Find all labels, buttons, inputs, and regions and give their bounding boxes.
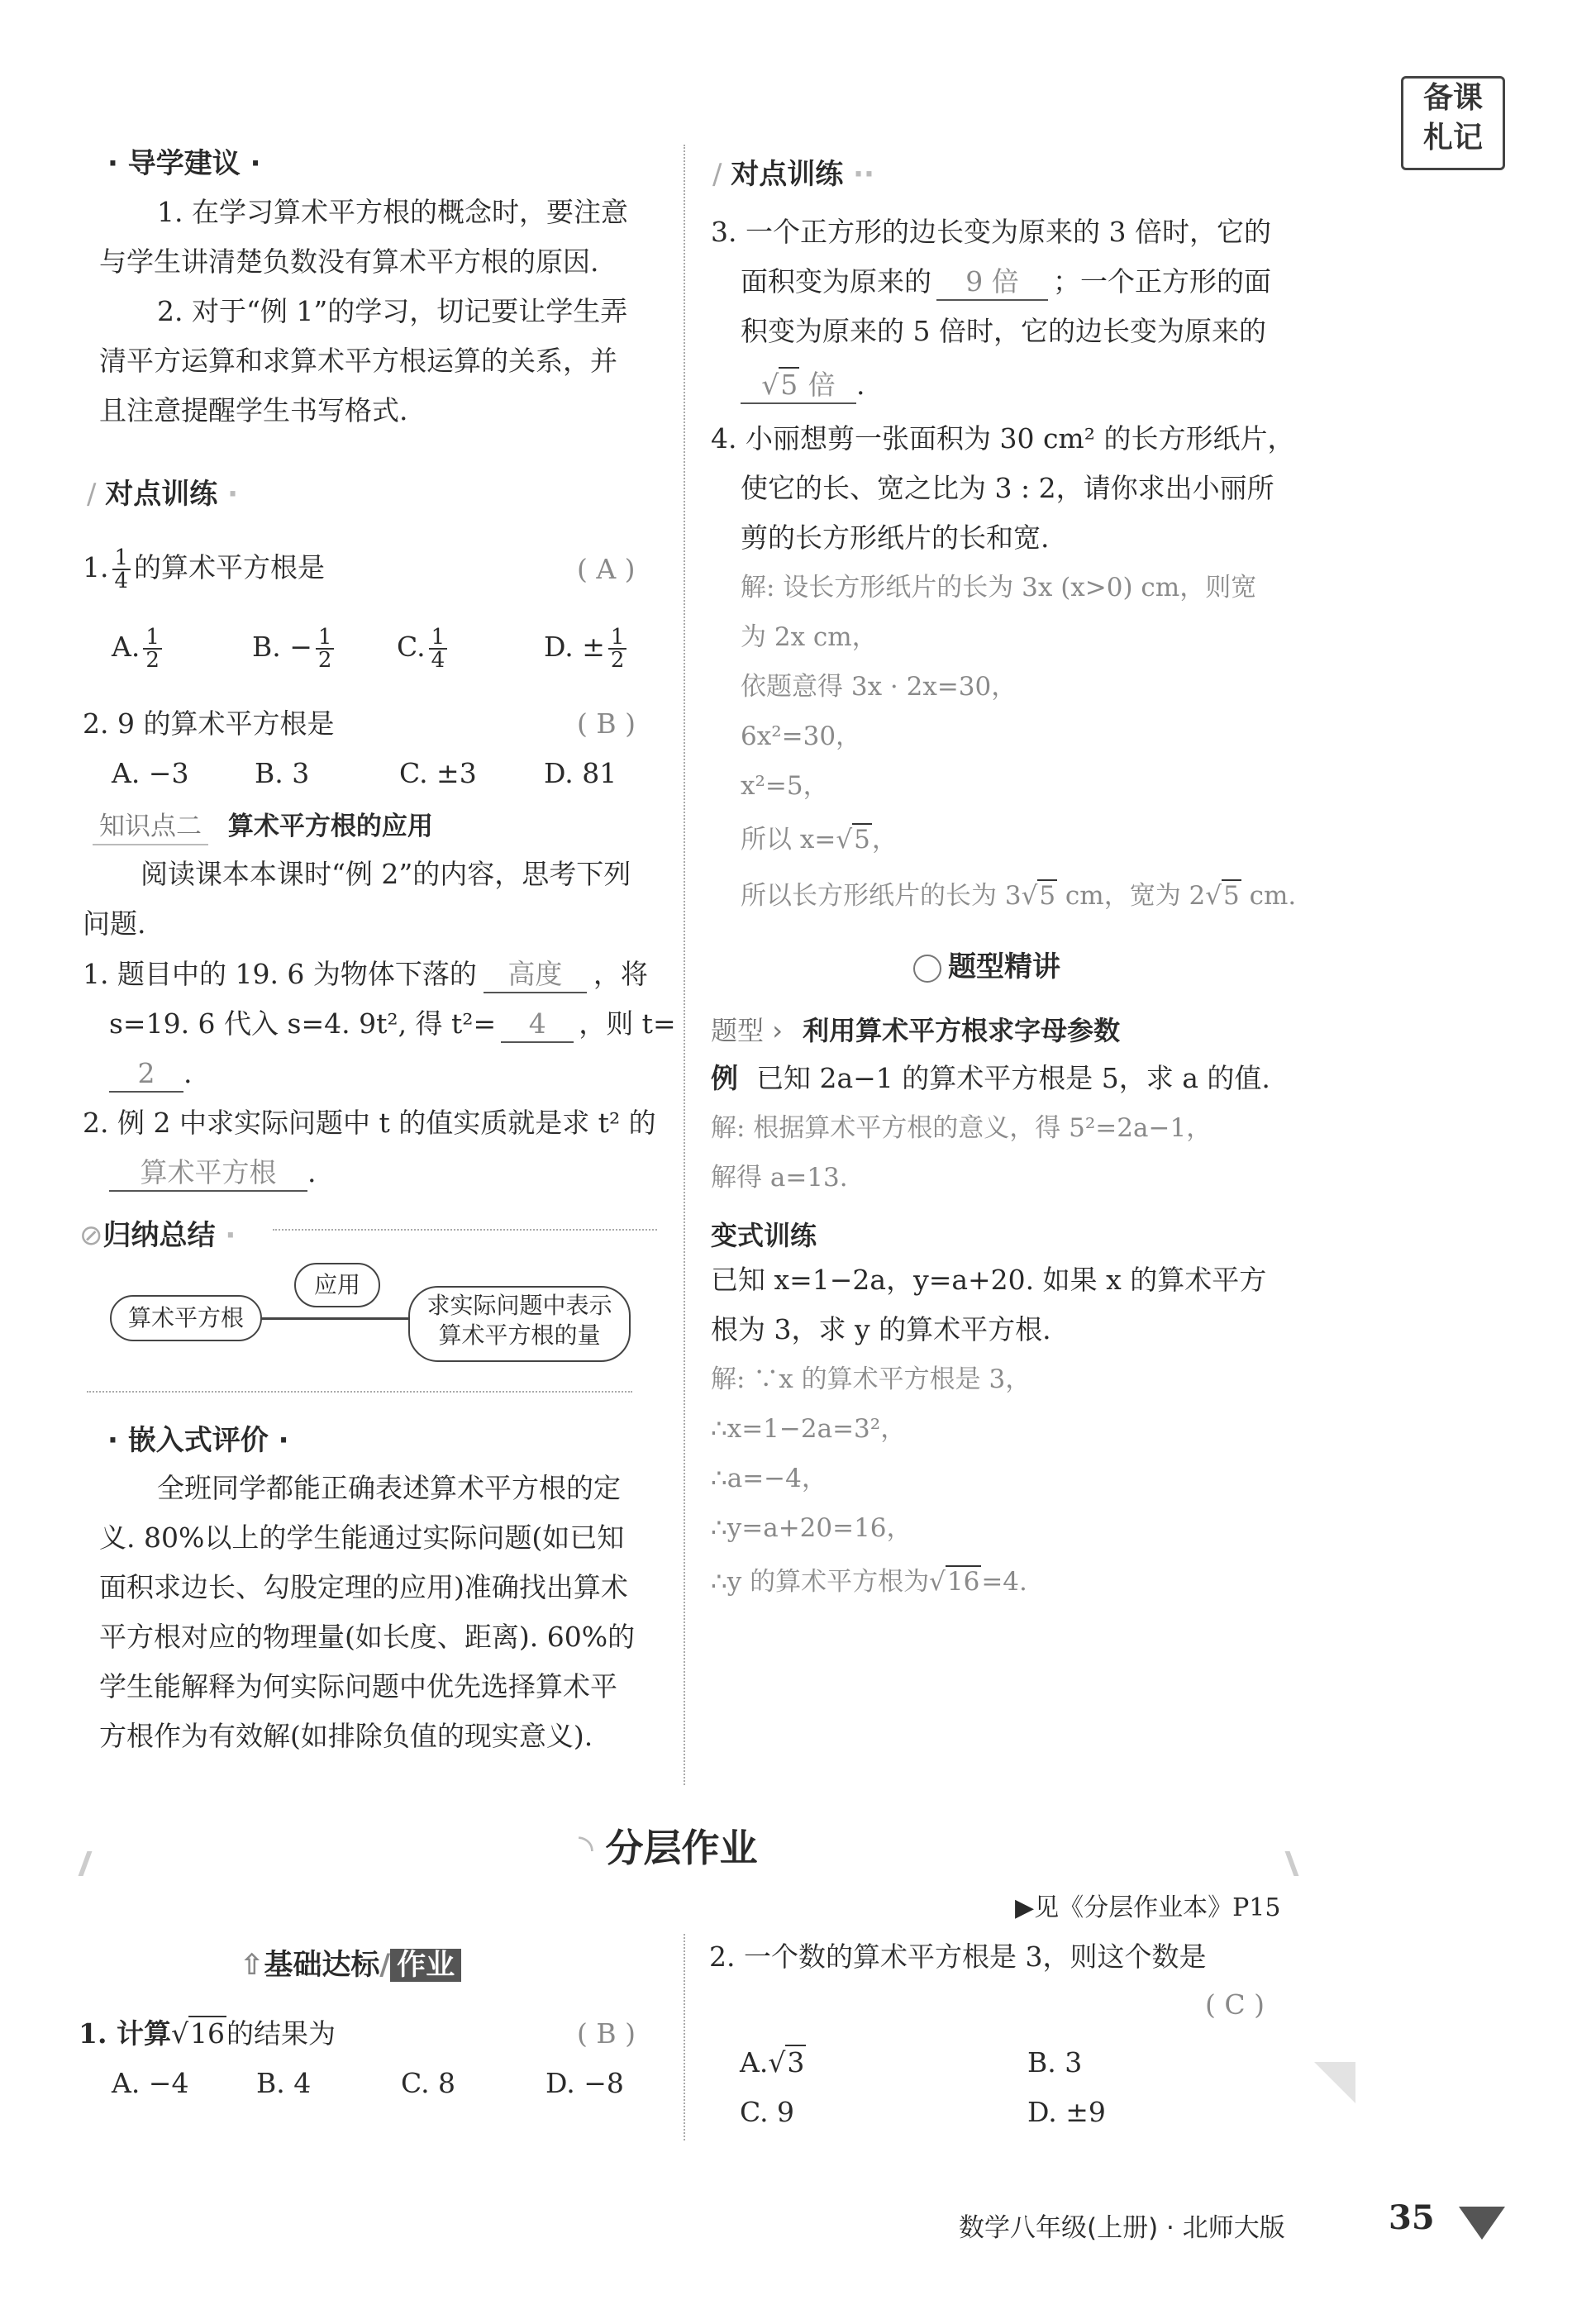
q3-line4 (741, 368, 865, 404)
b2-answer: ( C ) (1205, 1988, 1265, 2021)
variant-sol-5a: ∴y 的算术平方根为 (711, 1567, 930, 1597)
summary-title (79, 1212, 236, 1253)
example-sol-2: 解得 a=13. (711, 1163, 848, 1193)
basic-header (240, 1942, 461, 1983)
q1-answer: ( A ) (577, 553, 636, 585)
q3-line1: 3. 一个正方形的边长变为原来的 3 倍时，它的 (711, 216, 1271, 248)
variant-line2: 根为 3，求 y 的算术平方根. (711, 1313, 1051, 1345)
variant-sol-5-sqrt: 16 (946, 1567, 980, 1597)
p1-b: s=19. 6 代入 s=4. 9t², 得 t²= (109, 1007, 497, 1040)
guide-p1a: 1. 在学习算术平方根的概念时，要注意 (157, 196, 628, 228)
eval-line5: 学生能解释为何实际问题中优先选择算术平 (99, 1670, 617, 1702)
pencil-icon: ⊘ (79, 1219, 103, 1252)
b2-option-a: A.√3 (740, 2046, 805, 2079)
p1-c2: . (183, 1057, 193, 1089)
frac-den: 2 (145, 648, 160, 673)
variant-line1: 已知 x=1−2a，y=a+20. 如果 x 的算术平方 (711, 1264, 1267, 1296)
p1-a2: ，将 (593, 958, 648, 990)
q3-blank-area: 9 倍 (936, 264, 1048, 301)
q1-option-d-label: D. ± (544, 631, 605, 663)
q3-blank-unit: 倍 (799, 369, 836, 401)
eval-line1: 全班同学都能正确表述算术平方根的定 (157, 1472, 621, 1504)
book-icon (913, 955, 941, 983)
p2-line2 (109, 1155, 317, 1192)
q4-sol-7c: cm，宽为 2 (1057, 881, 1206, 911)
notes-stamp (1401, 76, 1505, 170)
q1-row (83, 547, 325, 592)
q1-option-a-frac (143, 626, 162, 671)
up-arrow-icon: ⇧ (240, 1949, 264, 1982)
guide-p1b: 与学生讲清楚负数没有算术平方根的原因. (99, 245, 599, 278)
summary-bottom-rule (87, 1391, 632, 1393)
p1-line3 (109, 1056, 193, 1093)
q4-sol-7-sqrt2: 5 (1223, 881, 1240, 911)
guide-p2a: 2. 对于“例 1”的学习，切记要让学生弄 (157, 295, 628, 327)
kp2-title: 算术平方根的应用 (227, 812, 433, 841)
p1-blank-t2: 4 (501, 1007, 574, 1043)
section-rule-left (79, 1851, 117, 1876)
p1-line2 (109, 1007, 676, 1043)
q2-option-d: D. 81 (544, 757, 617, 789)
q1-prefix: 1. (83, 551, 109, 583)
frac-num: 1 (143, 626, 162, 650)
q4-sol-6-sqrt: 5 (854, 825, 870, 855)
drill-title-left (87, 471, 238, 512)
variant-sol-1: 解: ∵x 的算术平方根是 3， (711, 1364, 1031, 1394)
b1-option-d: D. −8 (545, 2067, 624, 2099)
read-a: 阅读课本本课时“例 2”的内容，思考下列 (141, 858, 631, 890)
frac-den: 4 (431, 648, 445, 673)
p2-blank: 算术平方根 (109, 1155, 307, 1192)
b2-option-a-sqrt: 3 (787, 2046, 805, 2079)
b2-option-b: B. 3 (1027, 2046, 1083, 2079)
b2-option-a-label: A. (740, 2046, 769, 2079)
q4-sol-7-sqrt1: 5 (1039, 881, 1056, 911)
q3-end: . (856, 369, 865, 401)
q1-option-c (397, 626, 450, 671)
variant-sol-4: ∴y=a+20=16， (711, 1513, 912, 1543)
summary-top-rule (273, 1229, 657, 1231)
q1-option-c-frac (429, 626, 448, 671)
drill-title-right-text: 对点训练 (731, 158, 844, 191)
q4-sol-7e: cm. (1241, 881, 1297, 911)
p1-line1 (83, 957, 648, 993)
variant-sol-3: ∴a=−4， (711, 1464, 827, 1493)
eval-line2: 义. 80%以上的学生能通过实际问题(如已知 (99, 1521, 625, 1554)
q2-option-a: A. −3 (112, 757, 189, 789)
q3-line3: 积变为原来的 5 倍时，它的边长变为原来的 (741, 315, 1266, 347)
footer-book-title: 数学八年级(上册) · 北师大版 (959, 2213, 1285, 2243)
q1-option-d-frac (608, 626, 627, 671)
section-title-text: 分层作业 (605, 1826, 758, 1870)
variant-sol-5: ∴y 的算术平方根为√16=4. (711, 1567, 1027, 1597)
summary-title-text: 归纳总结 (102, 1219, 216, 1252)
q1-num: 1 (112, 547, 131, 570)
b1-option-a: A. −4 (112, 2067, 189, 2099)
q1-options (112, 626, 690, 684)
eval-line3: 面积求边长、勾股定理的应用)准确找出算术 (99, 1571, 628, 1603)
b1-line: 1. 计算√16的结果为 (79, 2017, 336, 2050)
guide-title: · 导学建议 · (107, 147, 261, 180)
example-text: 已知 2a−1 的算术平方根是 5，求 a 的值. (756, 1062, 1270, 1094)
basic-tag: 作业 (390, 1949, 461, 1982)
pencil-icon: ∕ (712, 158, 731, 191)
example-label: 例 (711, 1062, 738, 1094)
swirl-icon: ◝ (579, 1826, 606, 1870)
example-sol-1: 解: 根据算术平方根的意义，得 5²=2a−1， (711, 1113, 1212, 1143)
q4-sol-3: 依题意得 3x · 2x=30， (741, 672, 1017, 702)
q3-blank-sqrt: 5 (780, 369, 798, 401)
stamp-line1: 备课 (1422, 81, 1483, 115)
q3-blank-side: √5 倍 (741, 368, 856, 404)
drill-title-right (712, 151, 874, 192)
q1-den: 4 (114, 569, 129, 593)
p2-end: . (307, 1156, 317, 1188)
guide-p2b: 清平方运算和求算术平方根运算的关系，并 (99, 345, 617, 377)
node-arith-sqrt: 算术平方根 (110, 1295, 262, 1341)
pencil-icon: ∕ (87, 478, 106, 511)
frac-num: 1 (316, 626, 335, 650)
q2-answer: ( B ) (577, 707, 636, 740)
q3-b2: ；一个正方形的面 (1053, 265, 1271, 298)
node-application: 应用 (294, 1263, 380, 1307)
column-divider (684, 145, 685, 1785)
q4-sol-6c: ， (871, 825, 898, 855)
variant-sol-2: ∴x=1−2a=3²， (711, 1414, 907, 1444)
chevron-right-icon: › (764, 1015, 792, 1046)
q1-option-a-label: A. (112, 631, 141, 663)
basic-title: 基础达标 (264, 1949, 380, 1982)
q1-option-d (544, 626, 630, 671)
b1-answer: ( B ) (577, 2017, 636, 2050)
node-right-line1: 求实际问题中表示 (426, 1292, 612, 1319)
b1-a: 1. 计算 (79, 2017, 171, 2050)
q4-sol-4: 6x²=30， (741, 721, 862, 751)
q4-line3: 剪的长方形纸片的长和宽. (741, 521, 1050, 554)
q3-line2 (741, 264, 1271, 301)
frac-num: 1 (608, 626, 627, 650)
b2-option-c: C. 9 (740, 2096, 795, 2128)
q1-option-c-label: C. (397, 631, 426, 663)
guide-p2c: 且注意提醒学生书写格式. (99, 394, 408, 426)
stamp-line2: 札记 (1422, 121, 1483, 155)
node-real-quantity (408, 1286, 631, 1362)
b2-option-d: D. ±9 (1027, 2096, 1106, 2128)
q4-sol-2: 为 2x cm， (741, 622, 878, 652)
q4-sol-6a: 所以 x= (741, 825, 836, 855)
eval-line4: 平方根对应的物理量(如长度、距离). 60%的 (99, 1621, 636, 1653)
q4-sol-6: 所以 x=√5， (741, 825, 898, 855)
connector-line (260, 1317, 409, 1320)
drill-title-left-text: 对点训练 (105, 478, 218, 511)
q2-text: 2. 9 的算术平方根是 (83, 707, 335, 740)
example-line (711, 1061, 1270, 1096)
q1-text: 的算术平方根是 (134, 551, 326, 583)
b1-option-b: B. 4 (256, 2067, 312, 2099)
p2-line1: 2. 例 2 中求实际问题中 t 的值实质就是求 t² 的 (83, 1107, 656, 1139)
b1-sqrt: 16 (189, 2017, 225, 2050)
kp2-header (93, 803, 433, 845)
p1-blank-height: 高度 (484, 957, 587, 993)
kp2-label: 知识点二 (93, 803, 208, 845)
corner-arrow-icon (1459, 2207, 1505, 2240)
q4-line2: 使它的长、宽之比为 3 : 2，请你求出小丽所 (741, 472, 1274, 504)
slash-icon: / (379, 1949, 391, 1982)
eval-title: · 嵌入式评价 · (107, 1424, 289, 1457)
q1-option-b (252, 626, 337, 671)
p1-a: 1. 题目中的 19. 6 为物体下落的 (83, 958, 477, 990)
node-right-line2: 算术平方根的量 (438, 1321, 601, 1349)
q1-option-b-frac (316, 626, 335, 671)
types-title (913, 944, 1060, 984)
type-title: 利用算术平方根求字母参数 (803, 1015, 1121, 1046)
p1-b2: ，则 t= (579, 1007, 676, 1040)
q1-fraction (112, 547, 131, 592)
bottom-column-divider (684, 1934, 685, 2140)
type-label: 题型 (711, 1015, 765, 1046)
variant-title: 变式训练 (711, 1220, 817, 1251)
b2-text: 2. 一个数的算术平方根是 3，则这个数是 (709, 1940, 1207, 1973)
frac-den: 2 (610, 648, 625, 673)
b1-option-c: C. 8 (401, 2067, 456, 2099)
frac-den: 2 (317, 648, 332, 673)
eval-line6: 方根作为有效解(如排除负值的现实意义). (99, 1720, 593, 1752)
read-b: 问题. (83, 907, 146, 940)
b1-b: 的结果为 (226, 2017, 336, 2050)
corner-triangle (1314, 2062, 1355, 2103)
section-rule-right (1260, 1851, 1299, 1876)
q4-sol-7a: 所以长方形纸片的长为 3 (741, 881, 1022, 911)
q1-option-a (112, 626, 165, 671)
section-title (579, 1818, 757, 1873)
dots-icon: · (215, 1219, 236, 1252)
dots-icon: · (217, 478, 239, 511)
q2-option-c: C. ±3 (399, 757, 477, 789)
p1-blank-t: 2 (109, 1056, 183, 1093)
q4-sol-1: 解: 设长方形纸片的长为 3x (x>0) cm，则宽 (741, 573, 1257, 602)
frac-num: 1 (429, 626, 448, 650)
q4-line1: 4. 小丽想剪一张面积为 30 cm² 的长方形纸片， (711, 422, 1295, 455)
q2-option-b: B. 3 (255, 757, 310, 789)
page-number: 35 (1389, 2198, 1435, 2237)
q3-b1: 面积变为原来的 (741, 265, 931, 298)
see-workbook-ref[interactable]: ▶见《分层作业本》P15 (1015, 1893, 1281, 1922)
dots-icon: ·· (843, 158, 874, 191)
q4-sol-7: 所以长方形纸片的长为 3√5 cm，宽为 2√5 cm. (741, 881, 1297, 911)
types-title-text: 题型精讲 (948, 950, 1060, 983)
q4-sol-5: x²=5， (741, 771, 829, 801)
q1-option-b-label: B. − (252, 631, 312, 663)
type-header (711, 1010, 1120, 1048)
variant-sol-5c: =4. (981, 1567, 1027, 1597)
